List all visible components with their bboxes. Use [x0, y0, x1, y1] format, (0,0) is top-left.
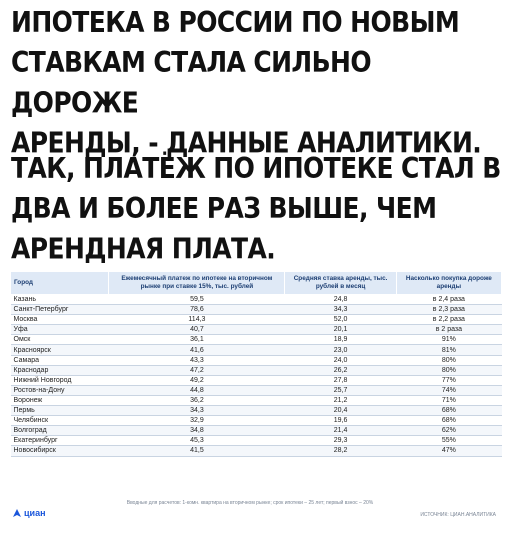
cell-mortgage-payment: 43,3: [109, 355, 285, 365]
table-row: [11, 406, 502, 416]
table-body: [11, 295, 502, 457]
cell-mortgage-payment: 59,5: [109, 295, 285, 305]
table-row: [11, 305, 502, 315]
table-header-row: [11, 272, 502, 295]
footnote: Вводные для расчетов: 1-комн. квартира на вторичном рынке; срок ипотеки – 25 лет; первый взнос – 20%: [126, 500, 374, 506]
cell-difference: 81%: [396, 345, 501, 355]
cell-city: Екатеринбург: [11, 436, 109, 446]
cell-rent: 23,0: [285, 345, 396, 355]
table-row: [11, 416, 502, 426]
cell-city: Казань: [11, 295, 109, 305]
cell-rent: 27,8: [285, 375, 396, 385]
cell-mortgage-payment: 34,3: [109, 406, 285, 416]
cell-city: Красноярск: [11, 345, 109, 355]
cell-mortgage-payment: 36,1: [109, 335, 285, 345]
header-difference: Насколько покупка дороже аренды: [396, 272, 501, 295]
cell-mortgage-payment: 47,2: [109, 365, 285, 375]
cell-rent: 19,6: [285, 416, 396, 426]
cell-difference: 80%: [396, 355, 501, 365]
cell-city: Омск: [11, 335, 109, 345]
cell-difference: в 2,3 раза: [396, 305, 501, 315]
table-row: [11, 335, 502, 345]
cell-mortgage-payment: 41,6: [109, 345, 285, 355]
cell-mortgage-payment: 40,7: [109, 325, 285, 335]
cell-difference: в 2,4 раза: [396, 295, 501, 305]
cell-city: Пермь: [11, 406, 109, 416]
cell-city: Москва: [11, 315, 109, 325]
cell-city: Санкт-Петербург: [11, 305, 109, 315]
cell-rent: 21,2: [285, 395, 396, 405]
cell-difference: 47%: [396, 446, 501, 456]
cell-city: Нижний Новгород: [11, 375, 109, 385]
cell-difference: 77%: [396, 375, 501, 385]
cell-difference: 91%: [396, 335, 501, 345]
cell-rent: 52,0: [285, 315, 396, 325]
headline-sub: ТАК, ПЛАТЁЖ ПО ИПОТЕКЕ СТАЛ В ДВА И БОЛЕЕ РАЗ ВЫШЕ, ЧЕМ АРЕНДНАЯ ПЛАТА.: [11, 151, 501, 266]
cell-city: Ростов-на-Дону: [11, 385, 109, 395]
cell-rent: 18,9: [285, 335, 396, 345]
cell-rent: 24,8: [285, 295, 396, 305]
cell-city: Самара: [11, 355, 109, 365]
cell-city: Воронеж: [11, 395, 109, 405]
table-card: [8, 271, 502, 517]
table-row: [11, 345, 502, 355]
cell-mortgage-payment: 49,2: [109, 375, 285, 385]
cell-difference: в 2 раза: [396, 325, 501, 335]
header-mortgage-payment: Ежемесячный платеж по ипотеке на вторичном рынке при ставке 15%, тыс. рублей: [109, 272, 285, 295]
cell-difference: в 2,2 раза: [396, 315, 501, 325]
headline-main: ИПОТЕКА В РОССИИ ПО НОВЫМ СТАВКАМ СТАЛА СИЛЬНО ДОРОЖЕ АРЕНДЫ, - ДАННЫЕ АНАЛИТИКИ.: [11, 5, 482, 160]
comparison-table: [10, 271, 502, 457]
table-row: [11, 375, 502, 385]
cell-difference: 68%: [396, 416, 501, 426]
cell-difference: 55%: [396, 436, 501, 446]
table-row: [11, 295, 502, 305]
cell-city: Краснодар: [11, 365, 109, 375]
table-row: [11, 446, 502, 456]
cell-mortgage-payment: 114,3: [109, 315, 285, 325]
cell-difference: 71%: [396, 395, 501, 405]
cell-difference: 62%: [396, 426, 501, 436]
table-row: [11, 355, 502, 365]
table-row: [11, 436, 502, 446]
cell-rent: 29,3: [285, 436, 396, 446]
table-row: [11, 385, 502, 395]
cell-rent: 20,1: [285, 325, 396, 335]
table-row: [11, 365, 502, 375]
table-row: [11, 395, 502, 405]
table-row: [11, 325, 502, 335]
table-row: [11, 426, 502, 436]
cell-mortgage-payment: 45,3: [109, 436, 285, 446]
cell-mortgage-payment: 44,8: [109, 385, 285, 395]
cell-rent: 21,4: [285, 426, 396, 436]
cell-mortgage-payment: 32,9: [109, 416, 285, 426]
cell-city: Новосибирск: [11, 446, 109, 456]
table-row: [11, 315, 502, 325]
cell-difference: 80%: [396, 365, 501, 375]
cell-city: Уфа: [11, 325, 109, 335]
header-rent: Средняя ставка аренды, тыс. рублей в месяц: [285, 272, 396, 295]
logo-text: циан: [24, 508, 46, 518]
source-credit: ИСТОЧНИК: ЦИАН.АНАЛИТИКА: [420, 512, 496, 518]
cell-mortgage-payment: 41,5: [109, 446, 285, 456]
cell-city: Челябинск: [11, 416, 109, 426]
cell-rent: 20,4: [285, 406, 396, 416]
cell-mortgage-payment: 36,2: [109, 395, 285, 405]
header-city: Город: [11, 272, 109, 295]
cell-difference: 68%: [396, 406, 501, 416]
cell-rent: 25,7: [285, 385, 396, 395]
cell-mortgage-payment: 34,8: [109, 426, 285, 436]
cell-difference: 74%: [396, 385, 501, 395]
cell-rent: 24,0: [285, 355, 396, 365]
cell-city: Волгоград: [11, 426, 109, 436]
cian-logo-icon: [12, 508, 22, 518]
cell-mortgage-payment: 78,6: [109, 305, 285, 315]
cell-rent: 34,3: [285, 305, 396, 315]
cell-rent: 26,2: [285, 365, 396, 375]
cian-logo: [12, 508, 46, 518]
cell-rent: 28,2: [285, 446, 396, 456]
